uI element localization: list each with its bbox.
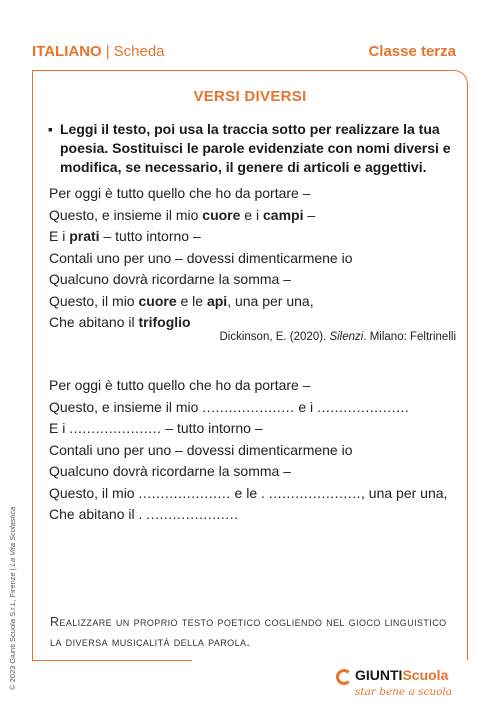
template-text: , una per una, xyxy=(361,484,448,501)
citation-author: Dickinson, E. (2020). xyxy=(219,331,330,343)
subject-label: ITALIANO xyxy=(32,43,102,60)
publisher-logo xyxy=(336,667,456,701)
poem-line xyxy=(49,226,469,248)
content-frame-left-edge xyxy=(32,70,33,660)
copyright-magazine: La Vita Scolastica xyxy=(8,506,17,567)
blank-field[interactable]: ..................... xyxy=(317,398,410,415)
template-text: Che abitano il . xyxy=(49,506,147,522)
template-line: Per oggi è tutto quello che ho da portare – xyxy=(49,377,311,393)
logo-tagline: star bene a scuola xyxy=(355,686,453,698)
grade-label: Classe terza xyxy=(368,43,456,60)
instruction xyxy=(48,120,456,177)
blank-field[interactable]: ..................... xyxy=(69,420,162,436)
citation xyxy=(220,331,457,343)
template-line: Qualcuno dovrà ricordarne la somma – xyxy=(49,463,292,479)
poem-line xyxy=(49,205,469,227)
template-text: Questo, il mio xyxy=(49,484,139,501)
fill-in-template xyxy=(49,375,469,526)
template-line xyxy=(49,418,469,440)
citation-publisher: . Milano: Feltrinelli xyxy=(363,331,456,343)
poem-text: E i xyxy=(49,228,70,244)
template-text: e le . xyxy=(230,484,269,501)
poem-text: e le xyxy=(176,292,207,309)
copyright-notice xyxy=(8,440,17,690)
task-description: Realizzare un proprio testo poetico cogliendo nel gioco linguistico la diversa musicalità della parola. xyxy=(50,615,447,649)
original-poem xyxy=(49,183,469,334)
worksheet-title: VERSI DIVERSI xyxy=(193,88,307,105)
highlighted-word: cuore xyxy=(202,206,241,223)
poem-line xyxy=(49,291,469,313)
citation-title: Silenzi xyxy=(329,331,364,343)
doc-type-label: Scheda xyxy=(113,43,165,60)
highlighted-word: campi xyxy=(263,206,304,223)
highlighted-word: cuore xyxy=(138,292,177,309)
template-text: E i xyxy=(49,420,70,436)
template-line xyxy=(49,397,469,419)
template-text: – tutto intorno – xyxy=(161,420,263,436)
instruction-text: Leggi il testo, poi usa la traccia sotto per realizzare la tua poesia. Sostituisci le parole evidenziate con nomi diversi e modifica, se necessario, il genere di articoli e aggettivi. xyxy=(60,121,451,175)
poem-text: – xyxy=(303,206,316,223)
template-line xyxy=(49,483,469,505)
header-separator: | xyxy=(105,43,110,60)
poem-text: Questo, e insieme il mio xyxy=(49,206,203,223)
highlighted-word: trifoglio xyxy=(138,314,191,330)
header-left xyxy=(32,43,165,60)
logo-brand-accent: Scuola xyxy=(402,667,449,683)
template-text: Questo, e insieme il mio xyxy=(49,398,203,415)
poem-text: Questo, il mio xyxy=(49,292,139,309)
logo-g-icon xyxy=(336,669,352,685)
highlighted-word: api xyxy=(206,292,228,309)
blank-field[interactable]: ..................... xyxy=(146,506,239,522)
blank-field[interactable]: ..................... xyxy=(138,484,231,501)
poem-line: Contali uno per uno – dovessi dimenticarmene io xyxy=(49,249,353,266)
template-line xyxy=(49,504,469,526)
blank-field[interactable]: ..................... xyxy=(202,398,295,415)
poem-text: – tutto intorno – xyxy=(99,228,201,244)
highlighted-word: prati xyxy=(69,228,100,244)
page-header xyxy=(32,43,456,63)
poem-text: Che abitano il xyxy=(49,314,139,330)
content-frame-bottom-edge xyxy=(32,660,192,661)
poem-text: e i xyxy=(240,206,263,223)
template-text: e i xyxy=(294,398,318,415)
logo-brand xyxy=(355,667,448,683)
bullet-icon: ▪ xyxy=(48,121,53,137)
copyright-text: © 2023 Giunti Scuola S.r.L, Firenze | xyxy=(8,566,17,690)
logo-brand-main: GIUNTI xyxy=(355,667,403,683)
poem-line: Per oggi è tutto quello che ho da portare – xyxy=(49,185,311,201)
blank-field[interactable]: ..................... xyxy=(268,484,361,501)
template-line: Contali uno per uno – dovessi dimenticarmene io xyxy=(49,441,353,458)
poem-line: Qualcuno dovrà ricordarne la somma – xyxy=(49,271,292,287)
poem-text: , una per una, xyxy=(227,292,314,309)
